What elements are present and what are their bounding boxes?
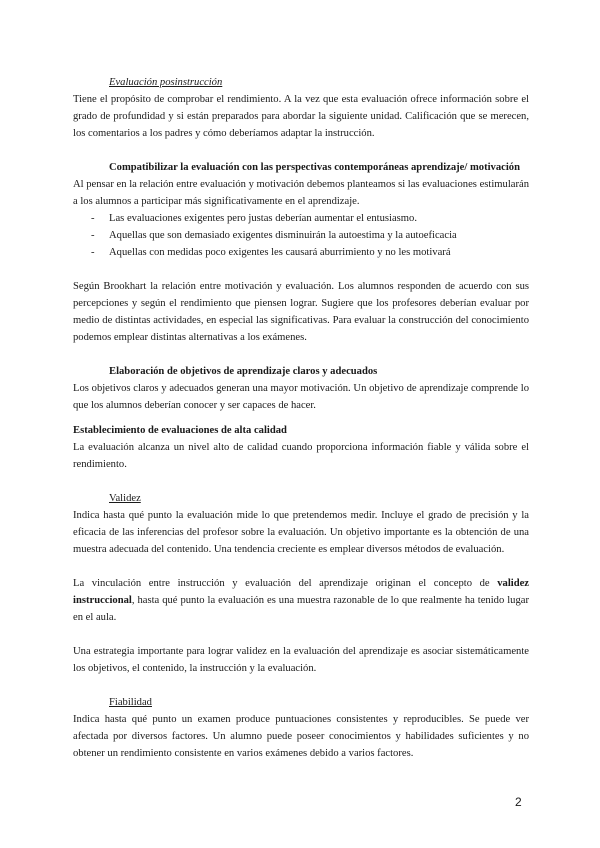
section-heading-validez: Validez (109, 493, 141, 504)
section-heading-fiabilidad: Fiabilidad (109, 697, 152, 708)
paragraph-objetivos: Los objetivos claros y adecuados generan una mayor motivación. Un objetivo de aprendizaje comprende lo que los alumnos deberían conocer y ser capaces de hacer. (73, 383, 529, 411)
section-heading-alta-calidad: Establecimiento de evaluaciones de alta calidad (73, 425, 287, 436)
paragraph-fiabilidad: Indica hasta qué punto un examen produce puntuaciones consistentes y reproducibles. Se puede ver afectada por diversos factores. Un alumno puede poseer conocimientos y habilidades suficientes y no obtener un rendimiento consistente en varios exámenes debido a varios factores. (73, 714, 529, 759)
page-number: 2 (515, 795, 522, 809)
section-heading-objetivos: Elaboración de objetivos de aprendizaje claros y adecuados (109, 366, 378, 377)
compatibilizar-list (73, 210, 529, 261)
paragraph-estrategia: Una estrategia importante para lograr validez en la evaluación del aprendizaje es asociar sistemáticamente los objetivos, el contenido, la instrucción y la evaluación. (73, 646, 529, 674)
paragraph-vinculacion: La vinculación entre instrucción y evaluación del aprendizaje originan el concepto de validez instruccional, hasta qué punto la evaluación es una muestra razonable de lo que realmente ha tenido lugar en el aula. (73, 578, 529, 623)
paragraph-validez: Indica hasta qué punto la evaluación mide lo que pretendemos medir. Incluye el grado de precisión y la eficacia de las inferencias del profesor sobre la evaluación. Un objetivo importante es la obtención de una muestra adecuada del contenido. Una tendencia creciente es emplear diversos métodos de evaluación. (73, 510, 529, 555)
paragraph-alta-calidad: La evaluación alcanza un nivel alto de calidad cuando proporciona información fiable y válida sobre el rendimiento. (73, 442, 529, 470)
paragraph-brookhart: Según Brookhart la relación entre motivación y evaluación. Los alumnos responden de acuerdo con sus percepciones y según el rendimiento que piensen lograr. Sugiere que los profesores deberían evaluar por medio de distintas actividades, en especial las significativas. Para evaluar la construcción del conocimiento podemos emplear distintas alternativas a los exámenes. (73, 281, 529, 343)
document-content (73, 74, 529, 762)
section-heading-posinstruccion: Evaluación posinstrucción (109, 77, 223, 88)
section-heading-compatibilizar: Compatibilizar la evaluación con las perspectivas contemporáneas aprendizaje/ motivación (109, 162, 520, 173)
paragraph-posinstruccion: Tiene el propósito de comprobar el rendimiento. A la vez que esta evaluación ofrece información sobre el grado de profundidad y si están preparados para abordar la siguiente unidad. Calificación que se merecen, los comentarios a los padres y cómo deberíamos adaptar la instrucción. (73, 94, 529, 139)
paragraph-compatibilizar-intro: Al pensar en la relación entre evaluación y motivación debemos planteamos si las evaluaciones estimularán a los alumnos a participar más significativamente en el aprendizaje. (73, 179, 529, 207)
list-item: - Aquellas que son demasiado exigentes disminuirán la autoestima y la autoeficacia (91, 227, 529, 244)
list-item: - Aquellas con medidas poco exigentes les causará aburrimiento y no les motivará (91, 244, 529, 261)
list-item: - Las evaluaciones exigentes pero justas deberían aumentar el entusiasmo. (91, 210, 529, 227)
term-validez-instruccional: validez instruccional (73, 578, 529, 606)
